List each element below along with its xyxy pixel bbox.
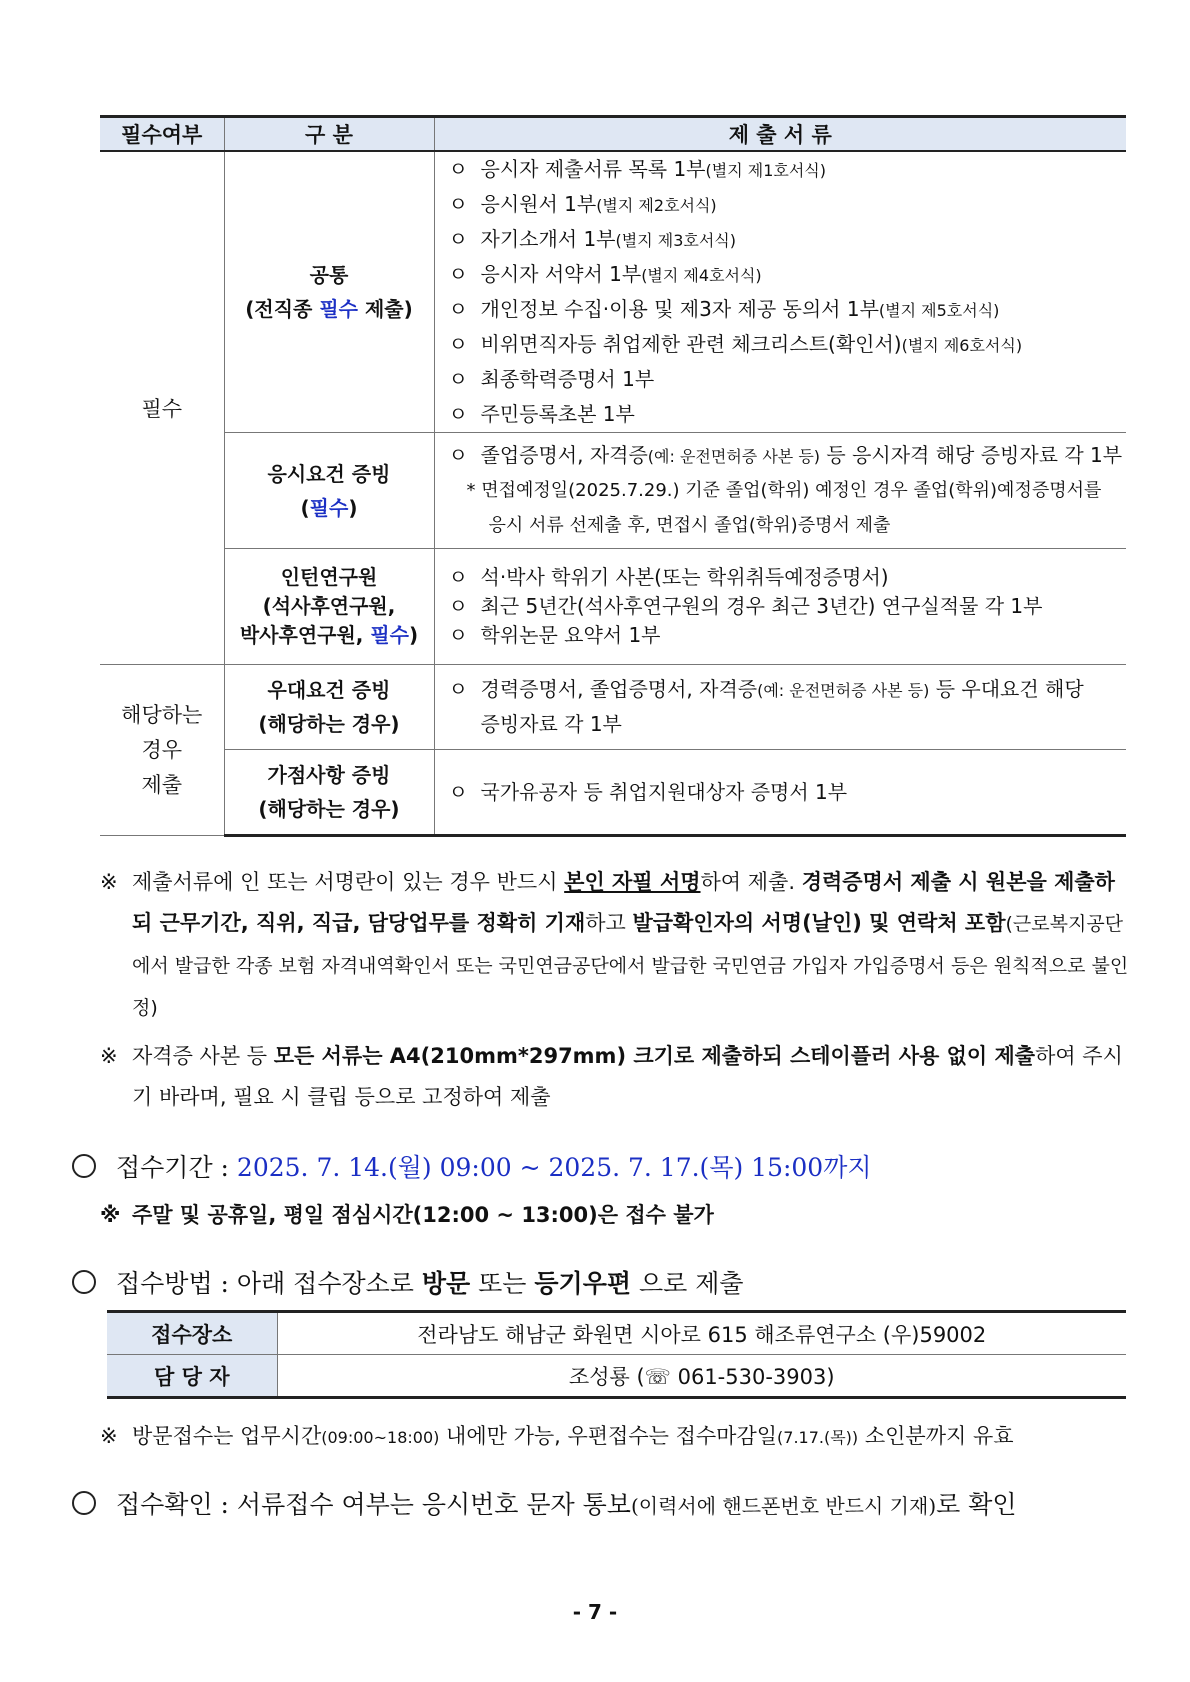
preferential-item-cont: 증빙자료 각 1부 — [480, 712, 622, 736]
bonus-title-1: 가점사항 증빙 — [267, 763, 391, 787]
preferential-title-1: 우대요건 증빙 — [267, 678, 391, 702]
page-number: - 7 - — [572, 1600, 618, 1624]
preferential-title-2: (해당하는 경우) — [258, 712, 400, 736]
reception-place-label: 접수장소 — [107, 1312, 277, 1355]
reception-place-value: 전라남도 해남군 화원면 시아로 615 해조류연구소 (우)59002 — [277, 1312, 1126, 1355]
eligibility-subtitle: (필수) — [300, 495, 358, 520]
list-item: ㅇ 최근 5년간(석사후연구원의 경우 최근 3년간) 연구실적물 각 1부 — [448, 594, 1043, 618]
bonus-title-2: (해당하는 경우) — [258, 797, 400, 821]
table-row — [107, 1355, 1126, 1398]
list-item: ㅇ 국가유공자 등 취업지원대상자 증명서 1부 — [448, 779, 848, 804]
table-row-preferential — [100, 665, 1126, 750]
table-row-bonus — [100, 750, 1126, 836]
eligibility-documents — [434, 433, 1126, 549]
intern-title-1: 인턴연구원 — [280, 565, 378, 589]
list-item: ㅇ 학위논문 요약서 1부 — [448, 623, 661, 647]
intern-title-3: 박사후연구원, 필수) — [239, 623, 419, 647]
intern-documents — [434, 549, 1126, 665]
phone-value: ☏ 061-530-3903 — [644, 1364, 827, 1389]
note-format: ※ 자격증 사본 등 모든 서류는 A4(210mm*297mm) 크기로 제출하되 스테이플러 사용 없이 제출하여 주시기 바라며, 필요 시 클립 등으로 고정하여 제출 — [100, 1036, 1130, 1118]
section-period: 접수기간 : 2025. 7. 14.(월) 09:00 ~ 2025. 7. 17.(목) 15:00까지 — [72, 1148, 872, 1184]
table-row — [107, 1312, 1126, 1355]
intern-title-2: (석사후연구원, — [262, 594, 396, 618]
list-item: ㅇ 석·박사 학위기 사본(또는 학위취득예정증명서) — [448, 565, 889, 589]
submission-documents-table — [100, 115, 1126, 837]
section-confirm: 접수확인 : 서류접수 여부는 응시번호 문자 통보(이력서에 핸드폰번호 반드시 기재)로 확인 — [72, 1485, 1017, 1521]
conditional-label: 해당하는 경우 제출 — [100, 665, 224, 836]
list-item: ㅇ 주민등록초본 1부 — [448, 402, 635, 426]
circle-bullet-icon — [72, 1491, 96, 1515]
category-preferential — [224, 665, 434, 750]
reference-mark-icon: ※ — [100, 1203, 121, 1227]
category-intern — [224, 549, 434, 665]
reference-mark-icon: ※ — [100, 1044, 118, 1068]
header-category: 구 분 — [224, 117, 434, 152]
list-item: ㅇ 졸업증명서, 자격증(예: 운전면허증 사본 등) 등 응시자격 해당 증빙자료 각 1부 — [448, 443, 1123, 467]
list-item: ㅇ 비위면직자등 취업제한 관련 체크리스트(확인서)(별지 제6호서식) — [448, 332, 1023, 356]
note-visit: ※ 방문접수는 업무시간(09:00~18:00) 내에만 가능, 우편접수는 접수마감일(7.17.(목)) 소인분까지 유효 — [100, 1416, 1130, 1458]
reception-contact-label: 담 당 자 — [107, 1355, 277, 1398]
list-item: ㅇ 경력증명서, 졸업증명서, 자격증(예: 운전면허증 사본 등) 등 우대요건 해당 — [448, 677, 1084, 701]
period-value: 2025. 7. 14.(월) 09:00 ~ 2025. 7. 17.(목) 15:00까지 — [236, 1153, 872, 1182]
section-method: 접수방법 : 아래 접수장소로 방문 또는 등기우편 으로 제출 — [72, 1264, 744, 1300]
category-common — [224, 151, 434, 433]
circle-bullet-icon — [72, 1154, 96, 1178]
list-item: ㅇ 자기소개서 1부(별지 제3호서식) — [448, 227, 737, 251]
header-documents: 제 출 서 류 — [434, 117, 1126, 152]
common-documents — [434, 151, 1126, 433]
reception-table — [107, 1310, 1126, 1399]
list-item: ㅇ 응시원서 1부(별지 제2호서식) — [448, 192, 717, 216]
eligibility-title: 응시요건 증빙 — [267, 461, 391, 486]
reference-mark-icon: ※ — [100, 1424, 118, 1448]
header-required: 필수여부 — [100, 117, 224, 152]
list-item: ㅇ 개인정보 수집·이용 및 제3자 제공 동의서 1부(별지 제5호서식) — [448, 297, 1000, 321]
category-bonus — [224, 750, 434, 836]
list-item: ㅇ 응시자 서약서 1부(별지 제4호서식) — [448, 262, 762, 286]
table-row-eligibility — [100, 433, 1126, 549]
note-period: ※ 주말 및 공휴일, 평일 점심시간(12:00 ~ 13:00)은 접수 불가 — [100, 1195, 1130, 1236]
category-eligibility — [224, 433, 434, 549]
bonus-documents — [434, 750, 1126, 836]
note-signature: ※ 제출서류에 인 또는 서명란이 있는 경우 반드시 본인 자필 서명하여 제출. 경력증명서 제출 시 원본을 제출하되 근무기간, 직위, 직급, 담당업무를 정확히 기재하고 발급확인자의 서명(날인) 및 연락처 포함(근로복지공단에서 발급한 각종 보험 자격내역확인서 또는 국민연금공단에서 발급한 국민연금 가입자 가입증명서 등은 원칙적으로 불인정) — [100, 862, 1130, 1029]
common-subtitle: (전직종 필수 제출) — [245, 297, 413, 321]
table-row-intern — [100, 549, 1126, 665]
eligibility-note-2: 응시 서류 선제출 후, 면접시 졸업(학위)증명서 제출 — [488, 515, 891, 536]
eligibility-note-1: * 면접예정일(2025.7.29.) 기준 졸업(학위) 예정인 경우 졸업(학위)예정증명서를 — [466, 480, 1102, 501]
common-title: 공통 — [309, 263, 349, 287]
table-header-row — [100, 117, 1126, 152]
reception-contact-value: 조성룡 (☏ 061-530-3903) — [277, 1355, 1126, 1398]
circle-bullet-icon — [72, 1270, 96, 1294]
reference-mark-icon: ※ — [100, 870, 118, 894]
list-item: ㅇ 응시자 제출서류 목록 1부(별지 제1호서식) — [448, 157, 826, 181]
list-item: ㅇ 최종학력증명서 1부 — [448, 367, 655, 391]
preferential-documents — [434, 665, 1126, 750]
table-row-common — [100, 151, 1126, 433]
required-label: 필수 — [100, 151, 224, 665]
